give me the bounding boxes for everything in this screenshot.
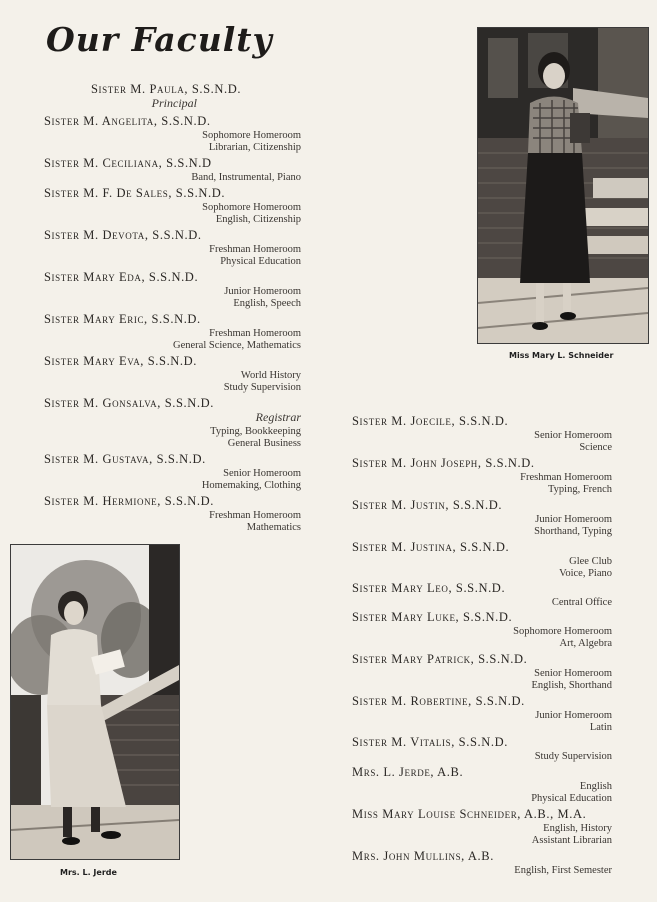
faculty-role-line: Junior Homeroom [535, 710, 612, 721]
faculty-entry [352, 765, 612, 804]
faculty-role-line: World History [240, 370, 301, 381]
faculty-entry [44, 270, 301, 309]
faculty-entry [44, 186, 301, 225]
faculty-name: Sister M. Justin, S.S.N.D. [352, 498, 503, 512]
faculty-role-line: General Business [227, 438, 301, 449]
faculty-role-line: Freshman Homeroom [209, 244, 301, 255]
faculty-entry [352, 694, 612, 733]
faculty-name: Sister M. Justina, S.S.N.D. [352, 540, 510, 554]
faculty-name: Sister M. Vitalis, S.S.N.D. [352, 735, 508, 749]
faculty-role-line: Typing, French [547, 484, 612, 495]
faculty-entry [352, 540, 612, 579]
faculty-role: Registrar [255, 410, 301, 424]
faculty-role-line: Art, Algebra [559, 638, 612, 649]
faculty-entry [44, 312, 301, 351]
faculty-name: Sister Mary Luke, S.S.N.D. [352, 610, 513, 624]
faculty-entry [352, 735, 612, 762]
faculty-name: Sister M. Devota, S.S.N.D. [44, 228, 202, 242]
faculty-name: Mrs. L. Jerde, A.B. [352, 765, 464, 779]
faculty-role-line: Assistant Librarian [531, 835, 612, 846]
faculty-role-line: Sophomore Homeroom [513, 626, 612, 637]
faculty-name: Miss Mary Louise Schneider, A.B., M.A. [352, 807, 587, 821]
schneider-photo-image [478, 28, 648, 343]
faculty-entry [352, 456, 612, 495]
faculty-entry [44, 114, 301, 153]
faculty-role-line: Freshman Homeroom [209, 328, 301, 339]
faculty-role-line: Homemaking, Clothing [201, 480, 301, 491]
faculty-name: Sister M. Robertine, S.S.N.D. [352, 694, 525, 708]
faculty-name: Sister Mary Eva, S.S.N.D. [44, 354, 198, 368]
photo-schneider [477, 27, 649, 344]
jerde-photo-image [11, 545, 179, 859]
faculty-entry [44, 452, 301, 491]
faculty-role-line: Librarian, Citizenship [208, 142, 301, 153]
faculty-name: Sister M. Paula, S.S.N.D. [91, 82, 242, 96]
faculty-role-line: Senior Homeroom [534, 668, 612, 679]
faculty-entry [44, 396, 301, 449]
faculty-role-line: Mathematics [246, 522, 301, 533]
faculty-role-line: Physical Education [531, 793, 612, 804]
faculty-name: Sister M. Ceciliana, S.S.N.D [44, 156, 212, 170]
faculty-name: Sister M. Gonsalva, S.S.N.D. [44, 396, 214, 410]
faculty-role: Principal [151, 96, 197, 110]
faculty-entry [352, 498, 612, 537]
page-title: Our Faculty [46, 20, 273, 59]
faculty-entry [44, 494, 301, 533]
faculty-role-line: Band, Instrumental, Piano [191, 172, 301, 183]
faculty-role-line: Voice, Piano [559, 568, 612, 579]
faculty-entry [352, 414, 612, 453]
faculty-entry [352, 610, 612, 649]
faculty-name: Sister M. Gustava, S.S.N.D. [44, 452, 206, 466]
faculty-name: Mrs. John Mullins, A.B. [352, 849, 494, 863]
faculty-entry [352, 652, 612, 691]
faculty-name: Sister M. F. De Sales, S.S.N.D. [44, 186, 226, 200]
faculty-role-line: English [579, 781, 612, 792]
photo-jerde [10, 544, 180, 860]
faculty-role-line: Typing, Bookkeeping [210, 426, 301, 437]
faculty-name: Sister Mary Eric, S.S.N.D. [44, 312, 201, 326]
faculty-role-line: English, History [543, 823, 612, 834]
faculty-role-line: Glee Club [569, 556, 612, 567]
faculty-role-line: Physical Education [220, 256, 301, 267]
faculty-role-line: Senior Homeroom [223, 468, 301, 479]
faculty-role-line: General Science, Mathematics [173, 340, 301, 351]
faculty-role-line: Latin [589, 722, 612, 733]
faculty-role-line: Shorthand, Typing [534, 526, 612, 537]
faculty-role-line: Junior Homeroom [224, 286, 301, 297]
faculty-name: Sister M. Angelita, S.S.N.D. [44, 114, 211, 128]
faculty-name: Sister M. Hermione, S.S.N.D. [44, 494, 214, 508]
faculty-role-line: Study Supervision [223, 382, 301, 393]
caption-schneider: Miss Mary L. Schneider [509, 351, 614, 360]
faculty-role-line: Sophomore Homeroom [202, 202, 301, 213]
faculty-role-line: Senior Homeroom [534, 430, 612, 441]
faculty-role-line: Freshman Homeroom [209, 510, 301, 521]
faculty-role-line: English, Citizenship [215, 214, 301, 225]
faculty-entry [352, 849, 612, 876]
faculty-role-line: Junior Homeroom [535, 514, 612, 525]
faculty-role-line: English, First Semester [514, 865, 612, 876]
faculty-role-line: English, Shorthand [531, 680, 612, 691]
faculty-role-line: English, Speech [233, 298, 301, 309]
faculty-role-line: Central Office [551, 597, 612, 608]
faculty-role-line: Study Supervision [534, 751, 612, 762]
faculty-role-line: Science [579, 442, 612, 453]
faculty-entry [44, 228, 301, 267]
faculty-name: Sister M. John Joseph, S.S.N.D. [352, 456, 535, 470]
faculty-name: Sister Mary Patrick, S.S.N.D. [352, 652, 528, 666]
faculty-role-line: Freshman Homeroom [520, 472, 612, 483]
faculty-name: Sister M. Joecile, S.S.N.D. [352, 414, 509, 428]
faculty-name: Sister Mary Leo, S.S.N.D. [352, 581, 506, 595]
faculty-entry [44, 354, 301, 393]
faculty-entry [91, 82, 301, 110]
faculty-role-line: Sophomore Homeroom [202, 130, 301, 141]
faculty-entry [44, 156, 301, 183]
caption-jerde: Mrs. L. Jerde [60, 868, 117, 877]
faculty-name: Sister Mary Eda, S.S.N.D. [44, 270, 199, 284]
faculty-entry [352, 581, 612, 608]
faculty-entry [352, 807, 612, 846]
